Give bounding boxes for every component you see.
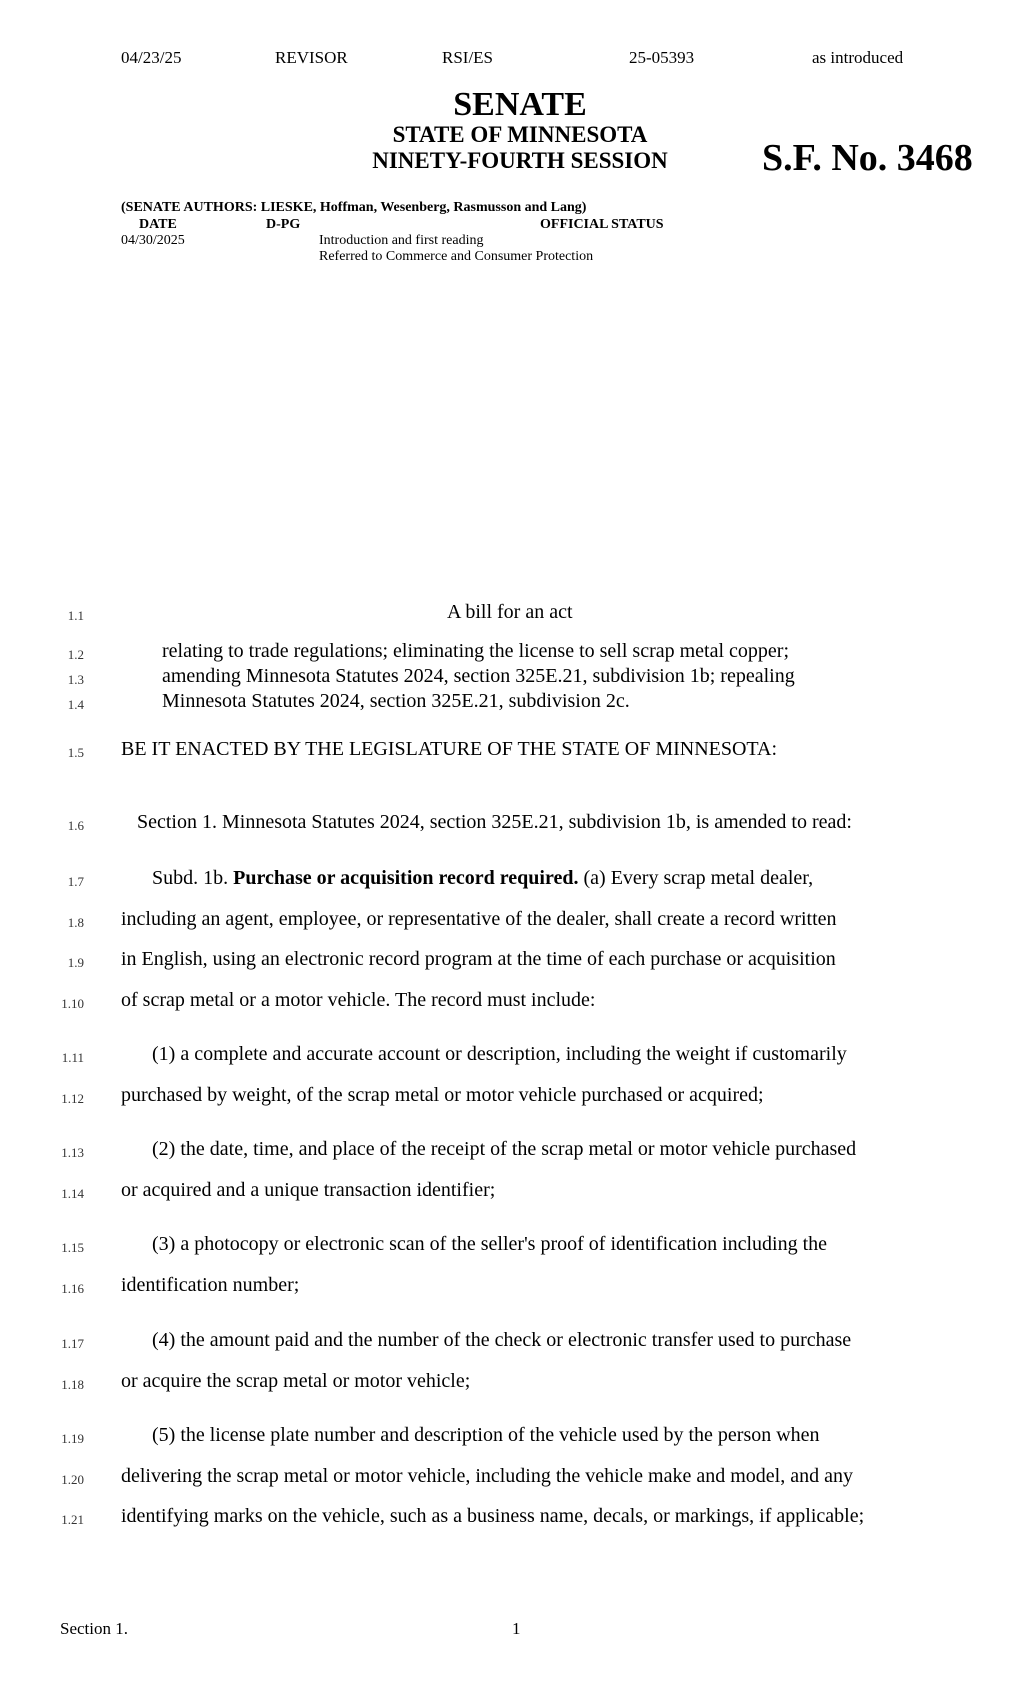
enacting-clause: BE IT ENACTED BY THE LEGISLATURE OF THE STATE OF MINNESOTA: xyxy=(121,738,778,760)
bill-line: relating to trade regulations; eliminating the license to sell scrap metal copper; xyxy=(162,640,790,662)
header-version: as introduced xyxy=(812,48,904,67)
subdivision-label: Subd. 1b. xyxy=(152,867,234,889)
bill-line: or acquire the scrap metal or motor vehicle; xyxy=(121,1370,471,1392)
bill-line: of scrap metal or a motor vehicle. The record must include: xyxy=(121,989,596,1011)
line-number: 1.16 xyxy=(61,1281,84,1296)
bill-line: (2) the date, time, and place of the receipt of the scrap metal or motor vehicle purchased xyxy=(152,1138,857,1160)
chamber-title: SENATE xyxy=(453,86,587,123)
line-number: 1.4 xyxy=(67,697,84,712)
bill-line: identifying marks on the vehicle, such as a business name, decals, or markings, if applicable; xyxy=(121,1505,865,1527)
footer-section: Section 1. xyxy=(60,1619,128,1638)
line-number: 1.12 xyxy=(61,1091,84,1106)
line-number: 1.3 xyxy=(67,672,84,687)
line-number: 1.13 xyxy=(61,1145,84,1160)
header-date: 04/23/25 xyxy=(121,48,182,67)
line-number: 1.18 xyxy=(61,1377,84,1392)
header-office: REVISOR xyxy=(275,48,348,67)
bill-number: S.F. No. 3468 xyxy=(762,137,973,179)
senate-authors: (SENATE AUTHORS: LIESKE, Hoffman, Wesenberg, Rasmusson and Lang) xyxy=(121,200,587,215)
line-number: 1.17 xyxy=(61,1336,84,1351)
bill-title: A bill for an act xyxy=(447,601,573,623)
status-col-dpg: D-PG xyxy=(266,217,301,232)
bill-line: in English, using an electronic record program at the time of each purchase or acquisition xyxy=(121,948,836,970)
line-number: 1.19 xyxy=(61,1431,84,1446)
line-number: 1.8 xyxy=(67,915,84,930)
page-number: 1 xyxy=(512,1619,521,1638)
status-row-action-1: Introduction and first reading xyxy=(319,233,484,248)
line-number: 1.10 xyxy=(61,996,84,1011)
header-drafter: RSI/ES xyxy=(442,48,494,67)
bill-line: identification number; xyxy=(121,1274,300,1296)
subdivision-headnote: Purchase or acquisition record required. xyxy=(233,867,579,889)
state-title: STATE OF MINNESOTA xyxy=(392,122,648,147)
bill-line: (5) the license plate number and description of the vehicle used by the person when xyxy=(152,1424,820,1446)
line-number: 1.5 xyxy=(67,745,84,760)
bill-line: or acquired and a unique transaction identifier; xyxy=(121,1179,496,1201)
line-number: 1.6 xyxy=(67,818,84,833)
bill-line: (4) the amount paid and the number of the check or electronic transfer used to purchase xyxy=(152,1329,852,1351)
status-row-date: 04/30/2025 xyxy=(121,233,185,248)
bill-line: amending Minnesota Statutes 2024, section 325E.21, subdivision 1b; repealing xyxy=(162,665,795,687)
subdivision-text: (a) Every scrap metal dealer, xyxy=(578,867,814,889)
status-row-action-2: Referred to Commerce and Consumer Protection xyxy=(319,249,594,264)
line-number: 1.1 xyxy=(67,608,84,623)
bill-line: purchased by weight, of the scrap metal or motor vehicle purchased or acquired; xyxy=(121,1084,764,1106)
bill-line: Minnesota Statutes 2024, section 325E.21, subdivision 2c. xyxy=(162,690,630,712)
line-number: 1.15 xyxy=(61,1240,84,1255)
line-number: 1.14 xyxy=(61,1186,84,1201)
bill-line: delivering the scrap metal or motor vehicle, including the vehicle make and model, and any xyxy=(121,1465,853,1487)
bill-line: including an agent, employee, or representative of the dealer, shall create a record written xyxy=(121,908,837,930)
section-heading: Section 1. Minnesota Statutes 2024, section 325E.21, subdivision 1b, is amended to read: xyxy=(137,811,852,833)
subdivision-line xyxy=(152,867,813,890)
bill-line: (3) a photocopy or electronic scan of the seller's proof of identification including the xyxy=(152,1233,828,1255)
status-col-date: DATE xyxy=(139,217,177,232)
line-number: 1.20 xyxy=(61,1472,84,1487)
line-number: 1.7 xyxy=(67,874,84,889)
bill-line: (1) a complete and accurate account or description, including the weight if customarily xyxy=(152,1043,847,1065)
header-doc-number: 25-05393 xyxy=(629,48,695,67)
line-number: 1.21 xyxy=(61,1512,84,1527)
session-title: NINETY-FOURTH SESSION xyxy=(372,148,668,173)
line-number: 1.11 xyxy=(61,1050,84,1065)
line-number: 1.9 xyxy=(67,955,84,970)
status-col-official: OFFICIAL STATUS xyxy=(540,217,664,232)
line-number: 1.2 xyxy=(67,647,84,662)
